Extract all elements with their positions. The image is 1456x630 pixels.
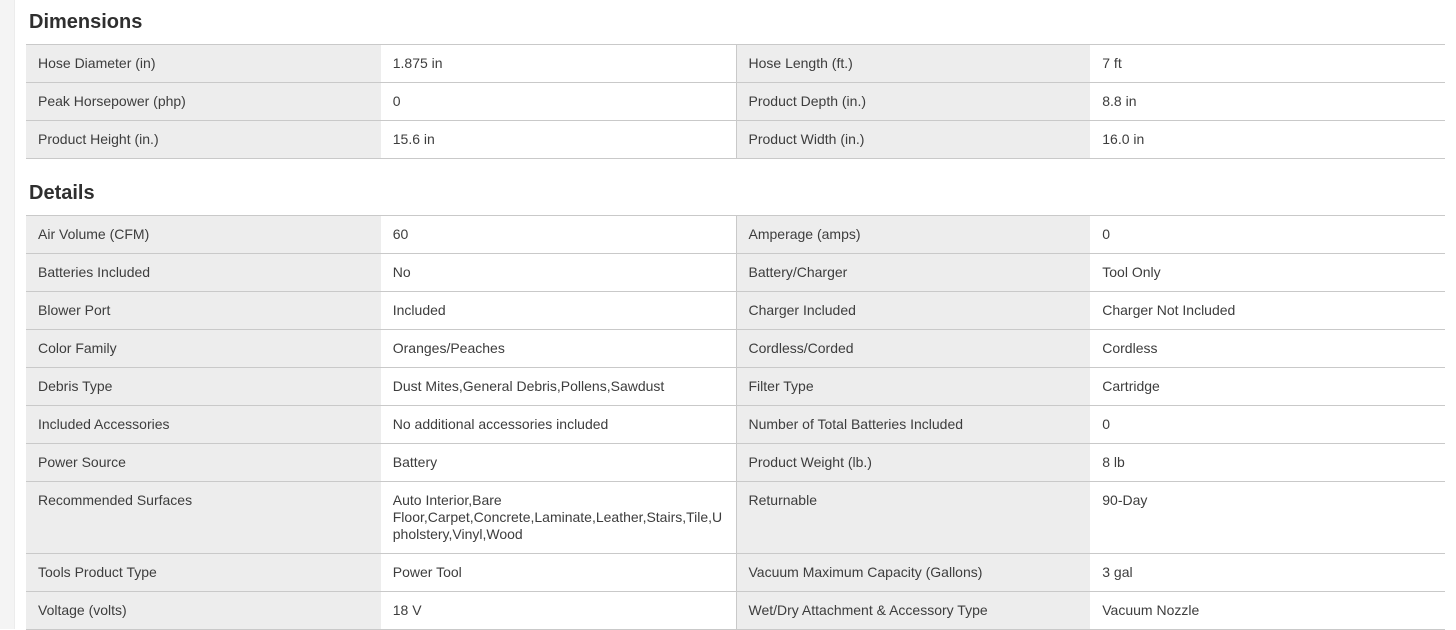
spec-label: Battery/Charger [736,254,1091,291]
spec-label: Returnable [736,482,1091,553]
spec-label: Power Source [26,444,381,481]
spec-label: Vacuum Maximum Capacity (Gallons) [736,554,1091,591]
spec-value: Auto Interior,Bare Floor,Carpet,Concrete,Laminate,Leather,Stairs,Tile,Upholstery,Vinyl,Wood [381,482,736,553]
section-title: Details [29,182,95,204]
spec-row [26,405,1445,443]
spec-value: 7 ft [1090,45,1445,82]
spec-label: Wet/Dry Attachment & Accessory Type [736,592,1091,629]
dimensions-table [26,44,1445,159]
page-left-gutter [0,0,15,629]
spec-value: 18 V [381,592,736,629]
spec-value: Power Tool [381,554,736,591]
section-details [26,181,1445,630]
section-dimensions [26,10,1445,159]
spec-label: Number of Total Batteries Included [736,406,1091,443]
spec-value: Tool Only [1090,254,1445,291]
spec-label: Cordless/Corded [736,330,1091,367]
section-title: Dimensions [29,11,143,33]
details-table [26,215,1445,630]
spec-row [26,443,1445,481]
spec-value: 15.6 in [381,121,736,158]
spec-value: Cordless [1090,330,1445,367]
spec-value: Dust Mites,General Debris,Pollens,Sawdust [381,368,736,405]
spec-label: Color Family [26,330,381,367]
spec-label: Recommended Surfaces [26,482,381,553]
spec-value: 3 gal [1090,554,1445,591]
spec-row [26,367,1445,405]
spec-value: 1.875 in [381,45,736,82]
spec-row [26,591,1445,629]
spec-row [26,45,1445,82]
spec-row [26,253,1445,291]
spec-row [26,481,1445,553]
spec-value: Vacuum Nozzle [1090,592,1445,629]
spec-value: No [381,254,736,291]
spec-label: Hose Length (ft.) [736,45,1091,82]
spec-row [26,553,1445,591]
spec-label: Product Weight (lb.) [736,444,1091,481]
spec-row [26,291,1445,329]
spec-value: 60 [381,216,736,253]
spec-label: Air Volume (CFM) [26,216,381,253]
spec-label: Included Accessories [26,406,381,443]
spec-label: Charger Included [736,292,1091,329]
spec-value: 16.0 in [1090,121,1445,158]
spec-value: Charger Not Included [1090,292,1445,329]
spec-label: Hose Diameter (in) [26,45,381,82]
spec-label: Blower Port [26,292,381,329]
spec-value: 0 [1090,406,1445,443]
spec-label: Product Height (in.) [26,121,381,158]
spec-value: Included [381,292,736,329]
spec-row [26,216,1445,253]
spec-label: Product Width (in.) [736,121,1091,158]
spec-value: No additional accessories included [381,406,736,443]
spec-label: Peak Horsepower (php) [26,83,381,120]
spec-row [26,329,1445,367]
spec-label: Batteries Included [26,254,381,291]
spec-value: 8.8 in [1090,83,1445,120]
product-specifications [26,0,1445,630]
spec-label: Tools Product Type [26,554,381,591]
spec-value: Oranges/Peaches [381,330,736,367]
spec-value: Battery [381,444,736,481]
spec-label: Product Depth (in.) [736,83,1091,120]
spec-row [26,82,1445,120]
spec-label: Amperage (amps) [736,216,1091,253]
spec-value: 90-Day [1090,482,1445,553]
spec-label: Debris Type [26,368,381,405]
spec-value: Cartridge [1090,368,1445,405]
spec-value: 0 [1090,216,1445,253]
spec-label: Filter Type [736,368,1091,405]
spec-label: Voltage (volts) [26,592,381,629]
spec-value: 0 [381,83,736,120]
spec-value: 8 lb [1090,444,1445,481]
spec-row [26,120,1445,158]
